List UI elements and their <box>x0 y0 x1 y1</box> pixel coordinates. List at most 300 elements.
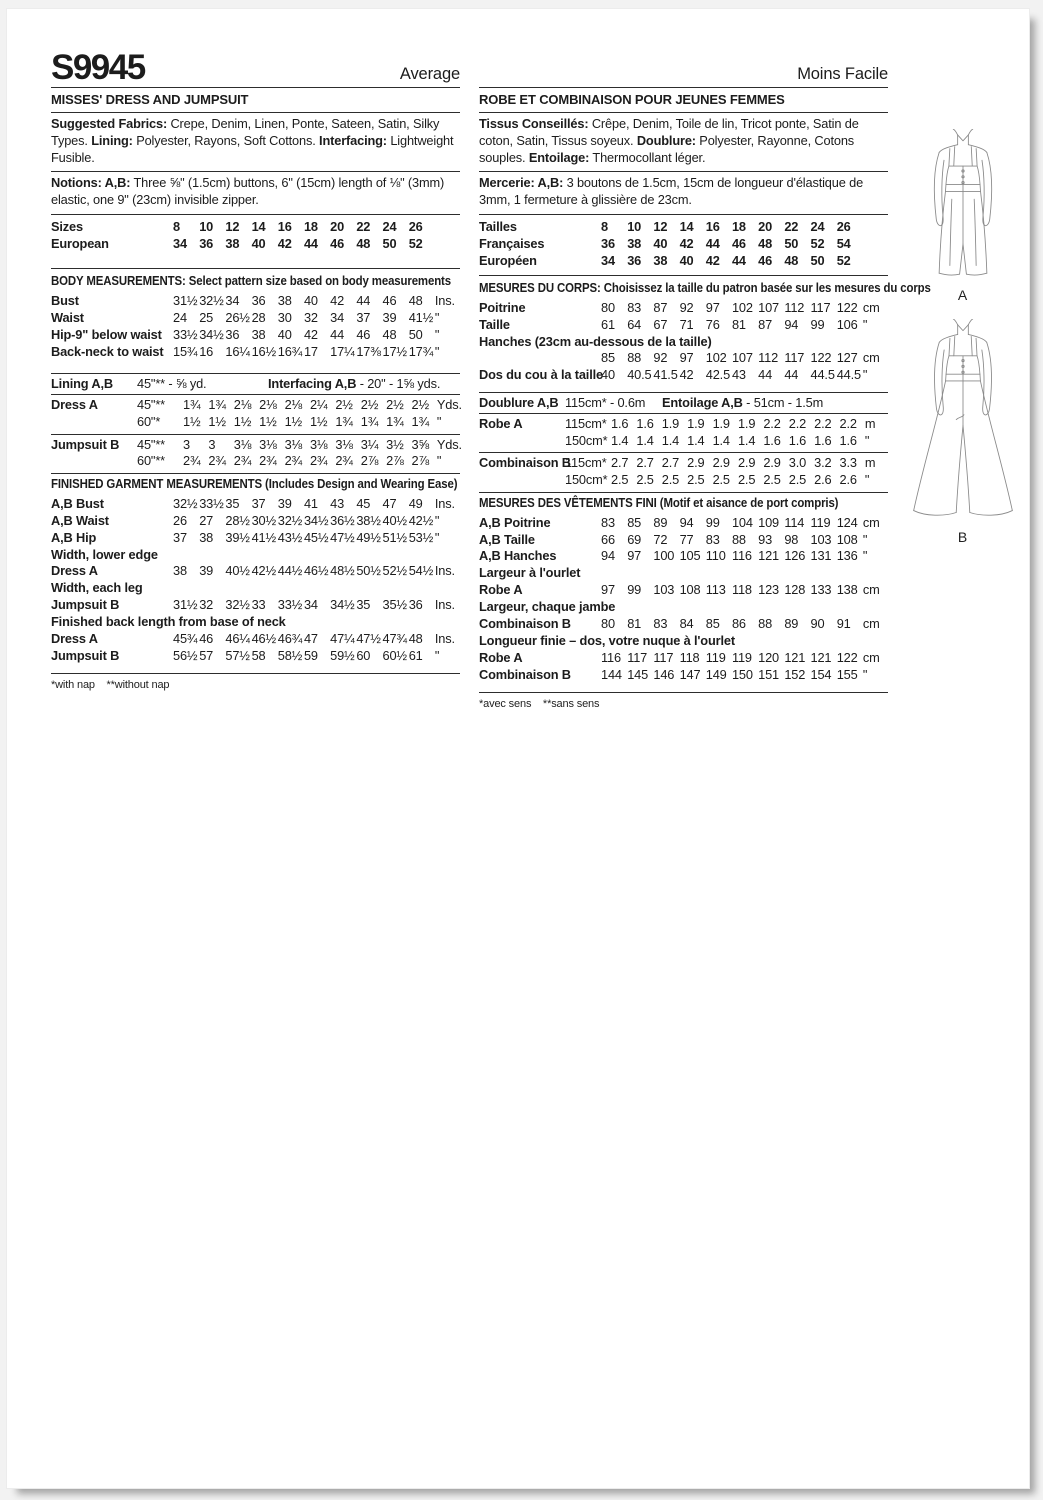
yardage-group <box>479 453 888 492</box>
table-row <box>51 293 460 310</box>
cell-value: 48½ <box>330 563 355 579</box>
cell-value: 46 <box>330 235 345 251</box>
cell-value: 34 <box>173 235 187 251</box>
row-label: Tailles <box>479 218 517 234</box>
pattern-envelope-back <box>6 8 1030 1489</box>
cell-value: 2.5 <box>788 472 807 488</box>
cell-value: 24 <box>382 218 397 234</box>
cell-value: 2½ <box>386 397 404 413</box>
cell-value: 2.5 <box>763 472 781 488</box>
cell-value: 2⅛ <box>233 397 252 413</box>
table-row <box>51 597 460 614</box>
cell-value: 118 <box>731 582 752 598</box>
table-row <box>479 565 888 582</box>
interfacing-label: Interfacing A,B <box>268 376 357 392</box>
garment-title-fr: ROBE ET COMBINAISON POUR JEUNES FEMMES <box>479 92 785 107</box>
cell-value: 1¾ <box>411 414 430 430</box>
cell-value: 47 <box>303 631 318 647</box>
paragraph-bold-run: Lining: <box>91 132 133 148</box>
cell-value: 81 <box>627 616 642 632</box>
paragraph-run: Polyester, Rayonne, Cotons souples. <box>479 132 855 165</box>
yardage-lines <box>137 397 460 430</box>
table-row <box>565 455 888 472</box>
row-label: Robe A <box>479 649 523 665</box>
cell-value: 44 <box>758 367 773 383</box>
cell-value: 3⅛ <box>309 436 328 452</box>
row-label: Waist <box>51 309 84 325</box>
table-row <box>51 631 460 648</box>
cell-value: 41.5 <box>653 367 678 383</box>
table-row <box>137 453 460 470</box>
cell-value: 155 <box>836 666 858 682</box>
cell-value: 32½ <box>277 512 303 528</box>
cell-value: 3 <box>208 436 216 452</box>
fabric-width: 45"** <box>137 397 165 413</box>
cell-value: 100 <box>653 548 675 564</box>
cell-value: 24 <box>173 309 187 325</box>
dress-a-illustration <box>907 129 1019 285</box>
cell-value: 41 <box>303 495 318 511</box>
table-row <box>51 327 460 344</box>
cell-value: 53½ <box>408 529 434 545</box>
english-column <box>51 43 460 710</box>
cell-value: 48 <box>408 631 423 647</box>
metrage-body <box>479 414 888 492</box>
cell-value: 22 <box>356 218 371 234</box>
cell-value: 26 <box>173 512 187 528</box>
cell-value: 26 <box>836 218 851 234</box>
row-label: Jumpsuit B <box>51 647 120 663</box>
cell-value: 58 <box>251 647 266 663</box>
table-row <box>137 414 460 431</box>
cell-value: 38 <box>173 563 187 579</box>
cell-value: 127 <box>836 350 858 366</box>
content <box>7 9 1029 710</box>
row-label: Hanches (23cm au-dessous de la taille) <box>479 333 712 349</box>
cell-value: 1.4 <box>611 432 629 448</box>
cell-value: 54 <box>836 235 851 251</box>
cell-value: 40½ <box>382 512 407 528</box>
cell-value: 50½ <box>356 563 381 579</box>
yardage-lines <box>137 437 460 470</box>
unit-label: m <box>864 416 876 432</box>
lining-label: Lining A,B <box>51 376 113 392</box>
cell-value: 67 <box>653 316 668 332</box>
cell-value: 99 <box>705 514 720 530</box>
table-row <box>479 317 888 334</box>
cell-value: 46½ <box>251 631 277 647</box>
cell-value: 46½ <box>303 563 329 579</box>
cell-value: 3.2 <box>814 455 832 471</box>
cell-value: 40 <box>277 326 292 342</box>
row-label: Width, lower edge <box>51 546 158 562</box>
cell-value: 17⅜ <box>356 343 381 359</box>
cell-value: 2.5 <box>737 472 756 488</box>
cell-value: 2.9 <box>763 455 781 471</box>
cell-value: 1½ <box>183 414 201 430</box>
cell-value: 2¾ <box>259 453 277 469</box>
paragraph-run: Polyester, Rayons, Soft Cottons. <box>132 132 320 148</box>
illustration-label-a: A <box>957 287 969 303</box>
fabric-width: 60"* <box>137 414 161 430</box>
cell-value: 8 <box>601 218 608 234</box>
row-label: Poitrine <box>479 299 526 315</box>
row-label: European <box>51 235 109 251</box>
cell-value: 1.6 <box>611 416 629 432</box>
cell-value: 42½ <box>251 563 277 579</box>
paragraph-run: Crepe, Denim, Linen, Ponte, Sateen, Satin, Silky Types. <box>51 116 440 148</box>
cell-value: 151 <box>758 666 780 682</box>
cell-value: 123 <box>758 582 780 598</box>
yardage-table-en <box>51 373 460 473</box>
cell-value: 106 <box>836 316 858 332</box>
yardage-body <box>51 395 460 473</box>
cell-value: 121 <box>784 649 806 665</box>
divider <box>51 112 460 113</box>
cell-value: 118 <box>679 649 700 665</box>
cell-value: 116 <box>731 548 752 564</box>
footnote-en: *with nap **without nap <box>51 678 170 691</box>
cell-value: 36 <box>627 252 642 268</box>
table-row <box>51 580 460 597</box>
cell-value: 104 <box>731 514 753 530</box>
cell-value: 50 <box>382 235 397 251</box>
table-row <box>479 367 888 384</box>
cell-value: 114 <box>784 514 805 530</box>
cell-value: 37 <box>173 529 187 545</box>
cell-value: 49½ <box>356 529 381 545</box>
cell-value: 47¾ <box>382 631 407 647</box>
cell-value: 103 <box>653 582 675 598</box>
cell-value: 32½ <box>225 597 250 613</box>
entoilage-requirement: - 51cm - 1.5m <box>742 395 824 411</box>
interfacing-requirement: - 20" - 1⅝ yds. <box>356 376 441 392</box>
tailles-table <box>479 217 888 273</box>
cell-value: 110 <box>705 548 726 564</box>
unit-label: Yds. <box>436 436 462 452</box>
cell-value: 3⅛ <box>284 436 303 452</box>
cell-value: 35½ <box>382 597 407 613</box>
cell-value: 2.2 <box>763 416 781 432</box>
cell-value: 2⅛ <box>284 397 303 413</box>
cell-value: 2.6 <box>839 472 857 488</box>
cell-value: 1.4 <box>636 432 654 448</box>
sizes-table <box>51 217 460 266</box>
table-row <box>479 334 888 351</box>
cell-value: 2.5 <box>661 472 680 488</box>
table-row <box>51 219 460 236</box>
divider <box>51 214 460 215</box>
cell-value: 14 <box>251 218 266 234</box>
cell-value: 154 <box>810 666 832 682</box>
cell-value: 122 <box>836 649 858 665</box>
garment-title-en: MISSES' DRESS AND JUMPSUIT <box>51 92 249 107</box>
cell-value: 91 <box>836 616 851 632</box>
cell-value: 32 <box>199 597 214 613</box>
cell-value: 34½ <box>303 512 329 528</box>
cell-value: 33½ <box>277 597 303 613</box>
cell-value: 50 <box>408 326 423 342</box>
paragraph-run: Three ⅝" (1.5cm) buttons, 6" (15cm) length of ⅛" (3mm) elastic, one 9" (23cm) invisible zipper. <box>51 175 445 208</box>
cell-value: 94 <box>601 548 615 564</box>
unit-label: m <box>864 455 876 471</box>
cell-value: 1¾ <box>208 397 226 413</box>
cell-value: 61 <box>601 316 615 332</box>
cell-value: 42 <box>277 235 292 251</box>
cell-value: 38 <box>199 529 214 545</box>
cell-value: 2.9 <box>712 455 730 471</box>
cell-value: 128 <box>784 582 806 598</box>
cell-value: 44 <box>303 235 318 251</box>
cell-value: 36 <box>251 292 266 308</box>
cell-value: 2¼ <box>309 397 328 413</box>
cell-value: 2.5 <box>636 472 654 488</box>
paragraph-run: Thermocollant léger. <box>589 149 706 165</box>
entoilage-label: Entoilage A,B <box>662 395 743 411</box>
cell-value: 16¾ <box>277 343 303 359</box>
paragraph-bold-run: Mercerie: A,B: <box>479 175 564 191</box>
row-label: Dos du cou à la taille <box>479 367 603 383</box>
cell-value: 150 <box>731 666 753 682</box>
divider <box>479 87 888 88</box>
divider <box>51 268 460 269</box>
spacer <box>51 363 460 373</box>
cell-value: 42½ <box>408 512 434 528</box>
cell-value: 36½ <box>330 512 355 528</box>
divider <box>479 692 888 693</box>
cell-value: 122 <box>836 299 858 315</box>
cell-value: 52 <box>836 252 851 268</box>
cell-value: 38 <box>277 292 292 308</box>
cell-value: 16¼ <box>225 343 250 359</box>
paragraph-bold-run: Tissus Conseillés: <box>479 116 589 131</box>
cell-value: 99 <box>627 582 642 598</box>
body-measurements-header: BODY MEASUREMENTS: Select pattern size based on body measurements <box>51 272 451 288</box>
table-row <box>479 616 888 633</box>
table-row <box>565 416 888 433</box>
cell-value: 88 <box>627 350 642 366</box>
cell-value: 2½ <box>411 397 430 413</box>
cell-value: 48 <box>758 235 773 251</box>
pattern-number: S9945 <box>51 48 145 87</box>
cell-value: 1.9 <box>661 416 680 432</box>
cell-value: 44 <box>784 367 799 383</box>
cell-value: 97 <box>627 548 642 564</box>
divider <box>479 214 888 215</box>
unit-label: Ins. <box>434 597 455 613</box>
cell-value: 59½ <box>330 647 355 663</box>
unit-label: Ins. <box>434 631 455 647</box>
paragraph-bold-run: Doublure: <box>636 132 696 148</box>
mesures-fini-table <box>479 513 888 687</box>
cell-value: 45 <box>356 495 371 511</box>
cell-value: 34 <box>601 252 615 268</box>
table-row <box>51 547 460 564</box>
unit-label: cm <box>862 616 880 632</box>
unit-label: Ins. <box>434 292 455 308</box>
unit-label: " <box>434 647 440 663</box>
cell-value: 40 <box>251 235 266 251</box>
table-row <box>479 219 888 236</box>
cell-value: 34 <box>303 597 318 613</box>
cell-value: 2.5 <box>712 472 730 488</box>
cell-value: 71 <box>679 316 694 332</box>
cell-value: 131 <box>810 548 832 564</box>
french-column <box>479 43 931 710</box>
yardage-group <box>479 414 888 453</box>
cell-value: 28 <box>251 309 266 325</box>
cell-value: 33½ <box>173 326 198 342</box>
suggested-fabrics-paragraph <box>51 115 460 169</box>
cell-value: 42 <box>679 367 694 383</box>
cell-value: 122 <box>810 350 832 366</box>
cell-value: 45½ <box>303 529 329 545</box>
cell-value: 37 <box>251 495 266 511</box>
cell-value: 87 <box>653 299 668 315</box>
cell-value: 1½ <box>208 414 226 430</box>
cell-value: 121 <box>758 548 780 564</box>
table-row <box>479 633 888 650</box>
cell-value: 98 <box>784 531 799 547</box>
cell-value: 149 <box>705 666 727 682</box>
cell-value: 1¾ <box>386 414 404 430</box>
illustrations-column <box>888 43 1038 710</box>
cell-value: 138 <box>836 582 858 598</box>
cell-value: 3⅛ <box>233 436 252 452</box>
cell-value: 3.0 <box>788 455 807 471</box>
cell-value: 77 <box>679 531 694 547</box>
cell-value: 60½ <box>382 647 407 663</box>
cell-value: 47½ <box>356 631 381 647</box>
table-row <box>51 648 460 665</box>
cell-value: 10 <box>627 218 642 234</box>
cell-value: 44 <box>330 326 345 342</box>
cell-value: 46 <box>356 326 371 342</box>
unit-label: Ins. <box>434 563 455 579</box>
cell-value: 1½ <box>233 414 252 430</box>
cell-value: 120 <box>758 649 780 665</box>
cell-value: 18 <box>303 218 318 234</box>
unit-label: " <box>864 432 870 448</box>
cell-value: 26½ <box>225 309 250 325</box>
table-row <box>479 350 888 367</box>
cell-value: 2.2 <box>839 416 857 432</box>
cell-value: 89 <box>653 514 668 530</box>
cell-value: 119 <box>731 649 752 665</box>
cell-value: 3 <box>183 436 190 452</box>
doublure-label: Doublure A,B <box>479 395 559 411</box>
fabric-width: 150cm* <box>565 472 608 488</box>
fabric-width: 115cm* <box>565 455 607 471</box>
cell-value: 2⅞ <box>386 453 404 469</box>
row-label: A,B Bust <box>51 495 104 511</box>
cell-value: 40 <box>679 252 694 268</box>
cell-value: 102 <box>705 350 727 366</box>
cell-value: 12 <box>225 218 240 234</box>
row-label: Largeur, chaque jambe <box>479 599 616 615</box>
cell-value: 40 <box>653 235 668 251</box>
cell-value: 83 <box>705 531 720 547</box>
cell-value: 2.7 <box>661 455 680 471</box>
cell-value: 36 <box>408 597 423 613</box>
cell-value: 42.5 <box>705 367 731 383</box>
cell-value: 2¾ <box>208 453 226 469</box>
cell-value: 117 <box>627 649 648 665</box>
divider <box>51 171 460 172</box>
cell-value: 1¾ <box>183 397 201 413</box>
footnote-fr: *avec sens **sans sens <box>479 697 600 710</box>
cell-value: 2½ <box>335 397 353 413</box>
yardage-group <box>51 435 460 474</box>
unit-label: Yds. <box>436 397 462 413</box>
garment-label: Robe A <box>479 416 523 432</box>
cell-value: 24 <box>810 218 825 234</box>
row-label: Largeur à l'ourlet <box>479 565 581 581</box>
cell-value: 42 <box>705 252 720 268</box>
cell-value: 2.5 <box>687 472 705 488</box>
cell-value: 38½ <box>356 512 381 528</box>
row-label: Finished back length from base of neck <box>51 614 286 630</box>
unit-label: " <box>862 367 868 383</box>
cell-value: 1.6 <box>763 432 781 448</box>
cell-value: 2¾ <box>183 453 201 469</box>
cell-value: 18 <box>731 218 746 234</box>
cell-value: 42 <box>303 326 318 342</box>
cell-value: 1.6 <box>839 432 857 448</box>
cell-value: 2.5 <box>611 472 629 488</box>
cell-value: 2¾ <box>284 453 303 469</box>
cell-value: 34 <box>330 309 345 325</box>
cell-value: 108 <box>836 531 858 547</box>
header-en <box>51 43 460 85</box>
table-row <box>51 236 460 253</box>
cell-value: 97 <box>601 582 615 598</box>
cell-value: 47½ <box>330 529 355 545</box>
cell-value: 86 <box>731 616 746 632</box>
divider <box>479 112 888 113</box>
cell-value: 2.6 <box>814 472 832 488</box>
table-row <box>51 530 460 547</box>
cell-value: 119 <box>810 514 831 530</box>
cell-value: 1¾ <box>335 414 353 430</box>
metrage-table-fr <box>479 392 888 492</box>
cell-value: 17¾ <box>408 343 434 359</box>
fabric-width: 115cm* <box>565 416 607 432</box>
cell-value: 94 <box>679 514 694 530</box>
cell-value: 66 <box>601 531 615 547</box>
cell-value: 22 <box>784 218 799 234</box>
cell-value: 10 <box>199 218 214 234</box>
table-row <box>479 532 888 549</box>
cell-value: 92 <box>679 299 694 315</box>
table-row <box>51 513 460 530</box>
cell-value: 72 <box>653 531 668 547</box>
unit-label: cm <box>862 649 880 665</box>
cell-value: 3⅛ <box>259 436 277 452</box>
divider <box>479 171 888 172</box>
cell-value: 108 <box>679 582 701 598</box>
cell-value: 117 <box>784 350 805 366</box>
cell-value: 146 <box>653 666 675 682</box>
cell-value: 3¼ <box>360 436 379 452</box>
cell-value: 61 <box>408 647 423 663</box>
row-label: A,B Taille <box>479 531 535 547</box>
row-label: Européen <box>479 252 537 268</box>
unit-label: " <box>434 512 440 528</box>
row-label: Dress A <box>51 563 98 579</box>
cell-value: 99 <box>810 316 825 332</box>
finished-measurements-header-en: FINISHED GARMENT MEASUREMENTS (Includes Design and Wearing Ease) <box>51 475 458 491</box>
